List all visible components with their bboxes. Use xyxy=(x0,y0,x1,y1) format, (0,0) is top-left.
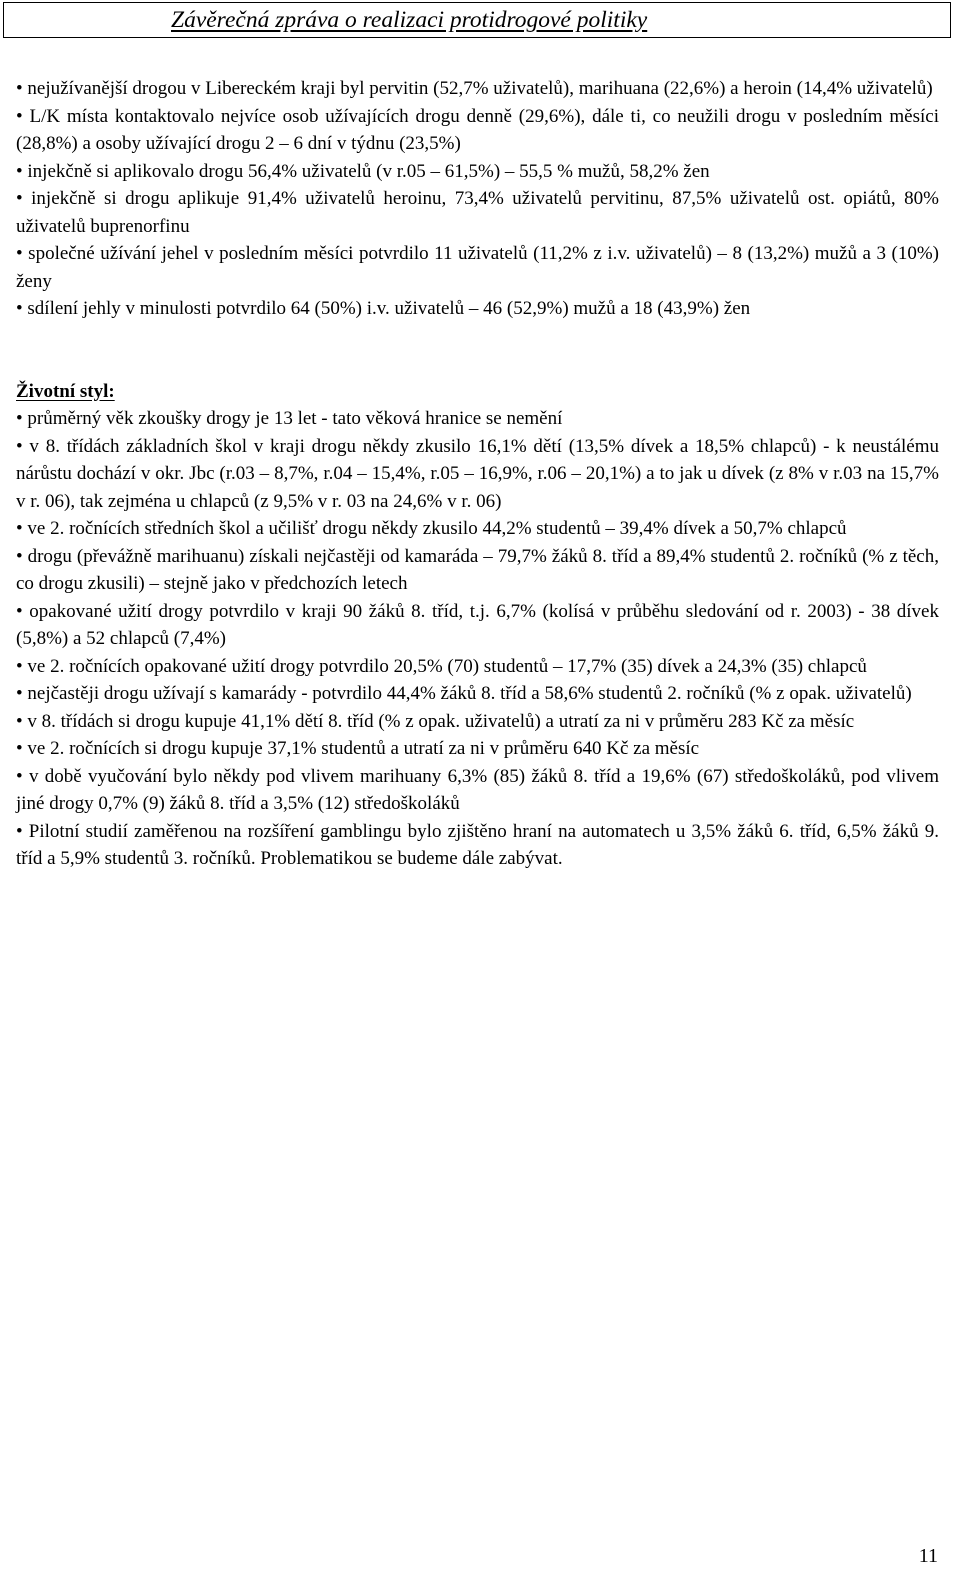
bullet-item: • Pilotní studií zaměřenou na rozšíření gamblingu bylo zjištěno hraní na automatech u 3,5% žáků 6. tříd, 6,5% žáků 9. tříd a 5,9% studentů 3. ročníků. Problematikou se budeme dále zabývat. xyxy=(16,820,939,869)
bullet-item: • nejužívanější drogou v Libereckém kraji byl pervitin (52,7% uživatelů), marihuana (22,6%) a heroin (14,4% uživatelů) xyxy=(16,78,933,99)
bullet-item: • v 8. třídách základních škol v kraji drogu někdy zkusilo 16,1% dětí (13,5% dívek a 18,5% chlapců) - k neustálému nárůstu dochází v okr. Jbc (r.03 – 8,7%, r.04 – 15,4%, r.05 – 16,9%, r.06 – 20,1%) a to jak u dívek (z 8% v r.03 na 15,7% v r. 06), tak zejména u chlapců (z 9,5% v r. 03 na 24,6% v r. 06) xyxy=(16,435,939,512)
bullet-item: • společné užívání jehel v posledním měsíci potvrdilo 11 uživatelů (11,2% z i.v. uživatelů) – 8 (13,2%) mužů a 3 (10%) ženy xyxy=(16,243,939,292)
bullet-item: • ve 2. ročnících si drogu kupuje 37,1% studentů a utratí za ni v průměru 640 Kč za měsíc xyxy=(16,738,700,759)
section-gap xyxy=(16,323,939,378)
bullet-item: • ve 2. ročnících opakované užití drogy potvrdilo 20,5% (70) studentů – 17,7% (35) dívek a 24,3% (35) chlapců xyxy=(16,655,867,677)
document-header xyxy=(3,2,951,38)
bullet-item: • drogu (převážně marihuanu) získali nejčastěji od kamaráda – 79,7% žáků 8. tříd a 89,4% studentů 2. ročníků (% z těch, co drogu zkusili) – stejně jako v předchozích letech xyxy=(16,545,939,594)
page-number: 11 xyxy=(918,1545,938,1567)
bullet-item: • opakované užití drogy potvrdilo v kraji 90 žáků 8. tříd, t.j. 6,7% (kolísá v průběhu sledování od r. 2003) - 38 dívek (5,8%) a 52 chlapců (7,4%) xyxy=(16,600,939,649)
bullet-item: • nejčastěji drogu užívají s kamarády - potvrdilo 44,4% žáků 8. tříd a 58,6% studentů 2. ročníků (% z opak. uživatelů) xyxy=(16,683,912,704)
bullet-item: • v době vyučování bylo někdy pod vlivem marihuany 6,3% (85) žáků 8. tříd a 19,6% (67) středoškoláků, pod vlivem jiné drogy 0,7% (9) žáků 8. tříd a 3,5% (12) středoškoláků xyxy=(16,765,939,814)
bullet-item: • L/K místa kontaktovalo nejvíce osob užívajících drogu denně (29,6%), dále ti, co neužili drogu v posledním měsíci (28,8%) a osoby užívající drogu 2 – 6 dní v týdnu (23,5%) xyxy=(16,105,939,154)
section-heading: Životní styl: xyxy=(16,380,115,402)
bullet-item: • ve 2. ročnících středních škol a učilišť drogu někdy zkusilo 44,2% studentů – 39,4% dívek a 50,7% chlapců xyxy=(16,518,847,539)
bullet-item: • injekčně si aplikovalo drogu 56,4% uživatelů (v r.05 – 61,5%) – 55,5 % mužů, 58,2% žen xyxy=(16,160,710,182)
document-title: Závěrečná zpráva o realizaci protidrogové politiky xyxy=(171,7,648,33)
bullet-item: • sdílení jehly v minulosti potvrdilo 64 (50%) i.v. uživatelů – 46 (52,9%) mužů a 18 (43,9%) žen xyxy=(16,298,751,319)
bullet-item: • injekčně si drogu aplikuje 91,4% uživatelů heroinu, 73,4% uživatelů pervitinu, 87,5% uživatelů ost. opiátů, 80% uživatelů buprenorfinu xyxy=(16,188,939,237)
document-body xyxy=(16,75,939,873)
bullet-item: • v 8. třídách si drogu kupuje 41,1% dětí 8. tříd (% z opak. uživatelů) a utratí za ni v průměru 283 Kč za měsíc xyxy=(16,710,855,732)
bullet-item: • průměrný věk zkoušky drogy je 13 let - tato věková hranice se nemění xyxy=(16,408,563,429)
